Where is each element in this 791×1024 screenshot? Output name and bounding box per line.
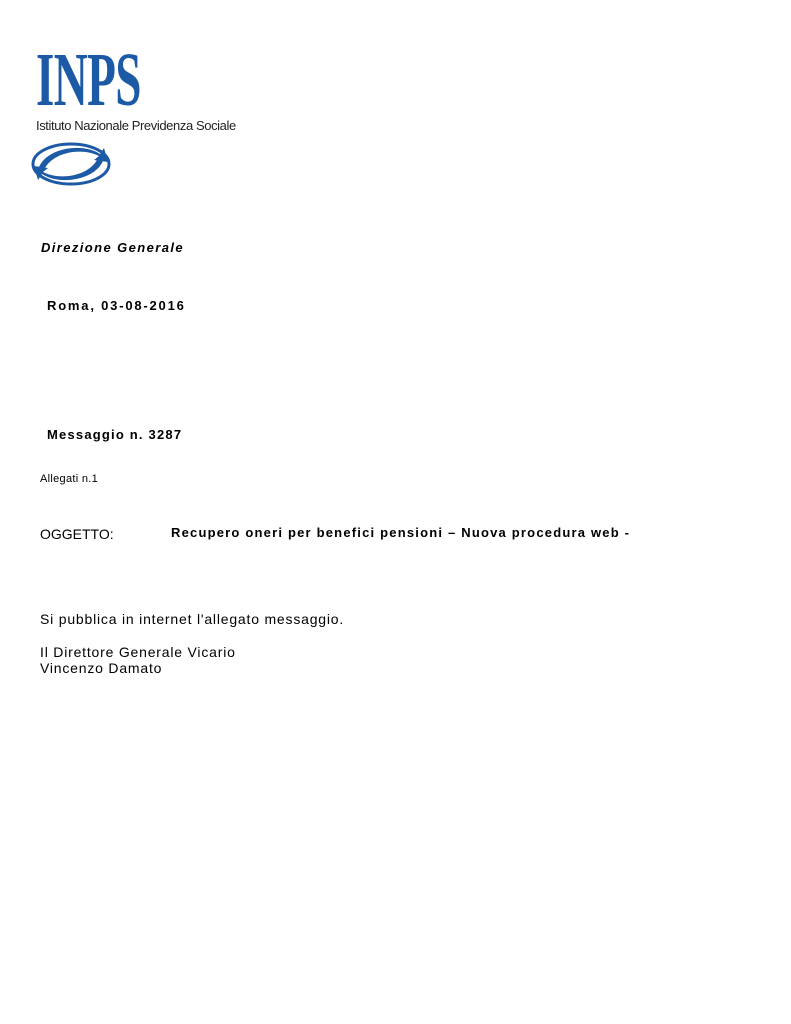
attachments-count: Allegati n.1: [40, 473, 99, 485]
signatory-title: Il Direttore Generale Vicario: [40, 644, 236, 660]
signatory-name: Vincenzo Damato: [40, 660, 163, 676]
message-number: Messaggio n. 3287: [47, 427, 183, 442]
department-heading: Direzione Generale: [41, 240, 184, 255]
inps-emblem-icon: [30, 140, 112, 188]
inps-logo: [30, 38, 260, 194]
signature-block: [40, 644, 236, 676]
date-line: Roma, 03-08-2016: [47, 298, 186, 313]
subject-label: OGGETTO:: [40, 526, 114, 542]
logo-wordmark: INPS: [36, 38, 141, 122]
logo-subtitle: Istituto Nazionale Previdenza Sociale: [36, 118, 236, 133]
subject-text: Recupero oneri per benefici pensioni – Nuova procedura web -: [171, 525, 631, 540]
body-text: Si pubblica in internet l'allegato messaggio.: [40, 611, 345, 627]
